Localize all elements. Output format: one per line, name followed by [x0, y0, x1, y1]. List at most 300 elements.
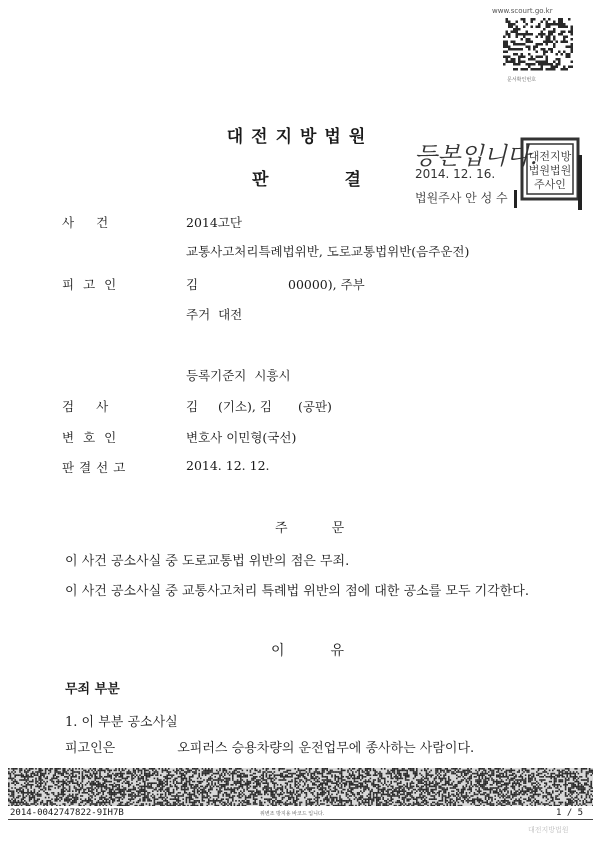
barcode-module	[35, 781, 37, 783]
barcode-module	[450, 770, 452, 772]
barcode-module	[538, 782, 540, 784]
barcode-module	[408, 794, 410, 796]
barcode-module	[323, 800, 325, 802]
qr-module	[503, 63, 506, 66]
barcode-module	[128, 795, 130, 797]
barcode-module	[322, 792, 324, 794]
barcode-module	[576, 787, 578, 789]
barcode-module	[442, 794, 444, 796]
barcode-module	[523, 792, 525, 794]
barcode-module	[189, 776, 191, 778]
barcode-module	[326, 773, 328, 775]
barcode-module	[310, 787, 312, 789]
barcode-module	[386, 784, 388, 786]
barcode-module	[285, 771, 287, 773]
barcode-module	[157, 778, 159, 780]
barcode-module	[493, 782, 495, 784]
qr-module	[568, 46, 571, 49]
barcode-module	[138, 792, 140, 794]
barcode-module	[77, 798, 79, 800]
qr-module	[538, 43, 541, 46]
barcode-module	[182, 774, 184, 776]
barcode-module	[160, 797, 162, 799]
barcode-module	[64, 768, 66, 770]
barcode-module	[160, 774, 162, 776]
barcode-module	[152, 797, 154, 799]
barcode-module	[568, 770, 570, 772]
barcode-module	[122, 786, 124, 788]
qr-module	[553, 21, 556, 24]
barcode-module	[322, 768, 324, 770]
barcode-module	[400, 773, 402, 775]
qr-module	[503, 36, 506, 39]
qr-module	[521, 43, 524, 46]
barcode-module	[554, 805, 556, 806]
barcode-module	[147, 773, 149, 775]
barcode-module	[198, 774, 200, 776]
barcode-module	[445, 797, 447, 799]
barcode-module	[285, 779, 287, 781]
barcode-module	[74, 800, 76, 802]
barcode-module	[339, 771, 341, 773]
qr-module	[571, 46, 574, 49]
barcode-module	[464, 798, 466, 800]
barcode-module	[443, 789, 445, 791]
barcode-module	[528, 787, 530, 789]
barcode-module	[29, 770, 31, 772]
barcode-module	[466, 779, 468, 781]
barcode-module	[254, 768, 256, 770]
barcode-module	[494, 795, 496, 797]
barcode-module	[189, 794, 191, 796]
barcode-module	[398, 792, 400, 794]
barcode-module	[338, 803, 340, 805]
barcode-module	[19, 768, 21, 770]
barcode-module	[107, 774, 109, 776]
barcode-module	[158, 802, 160, 804]
footer-divider	[8, 819, 593, 820]
barcode-module	[267, 789, 269, 791]
barcode-module	[106, 798, 108, 800]
barcode-module	[413, 773, 415, 775]
qr-module	[548, 36, 551, 39]
court-website-url: www.scourt.go.kr	[492, 7, 553, 15]
barcode-module	[478, 770, 480, 772]
barcode-module	[486, 781, 488, 783]
barcode-module	[584, 787, 586, 789]
barcode-module	[416, 798, 418, 800]
barcode-module	[72, 776, 74, 778]
barcode-module	[493, 774, 495, 776]
barcode-module	[322, 771, 324, 773]
barcode-module	[122, 776, 124, 778]
barcode-module	[58, 781, 60, 783]
barcode-module	[62, 779, 64, 781]
barcode-module	[525, 778, 527, 780]
barcode-module	[574, 773, 576, 775]
qr-module	[508, 23, 511, 26]
barcode-module	[162, 768, 164, 770]
barcode-module	[400, 805, 402, 806]
barcode-module	[362, 770, 364, 772]
barcode-module	[163, 805, 165, 806]
barcode-module	[96, 784, 98, 786]
barcode-module	[102, 779, 104, 781]
barcode-module	[242, 776, 244, 778]
barcode-module	[517, 782, 519, 784]
barcode-module	[139, 770, 141, 772]
qr-module	[526, 33, 529, 36]
qr-module	[523, 61, 526, 64]
qr-module	[523, 68, 526, 71]
barcode-module	[294, 805, 296, 806]
barcode-module	[91, 787, 93, 789]
barcode-module	[477, 774, 479, 776]
barcode-module	[162, 802, 164, 804]
qr-module	[511, 58, 514, 61]
qr-module	[541, 21, 544, 24]
barcode-module	[502, 805, 504, 806]
barcode-module	[562, 773, 564, 775]
barcode-module	[498, 787, 500, 789]
barcode-module	[485, 773, 487, 775]
barcode-module	[53, 803, 55, 805]
barcode-module	[571, 790, 573, 792]
barcode-module	[181, 782, 183, 784]
barcode-module	[106, 795, 108, 797]
barcode-module	[134, 794, 136, 796]
barcode-module	[21, 768, 23, 770]
defendant-label: 피고인	[62, 277, 126, 292]
barcode-module	[470, 776, 472, 778]
barcode-module	[475, 776, 477, 778]
barcode-module	[123, 789, 125, 791]
barcode-module	[118, 779, 120, 781]
barcode-module	[365, 802, 367, 804]
barcode-module	[83, 800, 85, 802]
barcode-module	[326, 778, 328, 780]
barcode-module	[37, 792, 39, 794]
barcode-module	[176, 773, 178, 775]
barcode-module	[192, 805, 194, 806]
barcode-module	[91, 776, 93, 778]
barcode-module	[78, 778, 80, 780]
barcode-module	[181, 786, 183, 788]
barcode-module	[133, 774, 135, 776]
barcode-module	[490, 797, 492, 799]
barcode-module	[93, 792, 95, 794]
barcode-module	[531, 773, 533, 775]
qr-module	[568, 31, 571, 34]
barcode-module	[293, 798, 295, 800]
barcode-module	[27, 805, 29, 806]
barcode-module	[85, 800, 87, 802]
barcode-module	[512, 797, 514, 799]
barcode-module	[389, 800, 391, 802]
barcode-module	[362, 771, 364, 773]
barcode-module	[24, 792, 26, 794]
barcode-module	[147, 782, 149, 784]
barcode-module	[171, 786, 173, 788]
barcode-module	[61, 790, 63, 792]
barcode-module	[422, 779, 424, 781]
barcode-module	[478, 778, 480, 780]
barcode-module	[237, 781, 239, 783]
barcode-module	[432, 774, 434, 776]
barcode-module	[544, 786, 546, 788]
barcode-module	[528, 797, 530, 799]
barcode-module	[458, 782, 460, 784]
barcode-module	[58, 779, 60, 781]
barcode-module	[110, 795, 112, 797]
barcode-module	[30, 784, 32, 786]
barcode-module	[386, 802, 388, 804]
qr-module	[571, 66, 574, 69]
barcode-module	[536, 784, 538, 786]
barcode-module	[59, 797, 61, 799]
barcode-module	[238, 782, 240, 784]
barcode-module	[315, 776, 317, 778]
barcode-module	[72, 768, 74, 770]
qr-module	[521, 48, 524, 51]
barcode-module	[277, 794, 279, 796]
barcode-module	[117, 792, 119, 794]
barcode-module	[165, 768, 167, 770]
barcode-module	[91, 790, 93, 792]
qr-module	[571, 38, 574, 41]
barcode-module	[90, 787, 92, 789]
barcode-module	[528, 779, 530, 781]
qr-module	[506, 56, 509, 59]
barcode-module	[123, 794, 125, 796]
barcode-module	[400, 803, 402, 805]
barcode-module	[502, 768, 504, 770]
barcode-module	[101, 776, 103, 778]
barcode-module	[456, 797, 458, 799]
barcode-module	[416, 802, 418, 804]
barcode-module	[294, 782, 296, 784]
barcode-module	[547, 776, 549, 778]
barcode-module	[304, 773, 306, 775]
barcode-module	[581, 776, 583, 778]
barcode-module	[318, 771, 320, 773]
barcode-module	[592, 795, 593, 797]
barcode-module	[227, 800, 229, 802]
barcode-module	[22, 786, 24, 788]
barcode-module	[8, 798, 10, 800]
barcode-module	[200, 789, 202, 791]
barcode-module	[67, 776, 69, 778]
barcode-module	[245, 798, 247, 800]
barcode-module	[40, 794, 42, 796]
barcode-module	[170, 778, 172, 780]
barcode-module	[261, 797, 263, 799]
barcode-module	[331, 781, 333, 783]
barcode-module	[326, 781, 328, 783]
barcode-module	[166, 778, 168, 780]
barcode-module	[402, 790, 404, 792]
barcode-module	[56, 795, 58, 797]
barcode-module	[187, 789, 189, 791]
barcode-module	[227, 794, 229, 796]
barcode-module	[91, 795, 93, 797]
barcode-module	[347, 800, 349, 802]
barcode-module	[466, 794, 468, 796]
barcode-module	[464, 797, 466, 799]
barcode-module	[259, 782, 261, 784]
barcode-module	[419, 790, 421, 792]
qr-module	[531, 63, 534, 66]
barcode-module	[88, 798, 90, 800]
barcode-module	[570, 803, 572, 805]
barcode-module	[550, 800, 552, 802]
barcode-module	[190, 802, 192, 804]
barcode-module	[312, 782, 314, 784]
barcode-module	[227, 798, 229, 800]
barcode-module	[318, 778, 320, 780]
barcode-module	[210, 770, 212, 772]
barcode-module	[104, 782, 106, 784]
barcode-module	[150, 768, 152, 770]
order-line-1: 이 사건 공소사실 중 도로교통법 위반의 점은 무죄.	[65, 554, 350, 569]
barcode-module	[461, 792, 463, 794]
barcode-module	[338, 792, 340, 794]
barcode-module	[386, 805, 388, 806]
barcode-module	[461, 794, 463, 796]
barcode-module	[35, 802, 37, 804]
barcode-module	[37, 773, 39, 775]
barcode-module	[350, 790, 352, 792]
barcode-module	[491, 779, 493, 781]
barcode-module	[453, 800, 455, 802]
barcode-module	[144, 784, 146, 786]
barcode-module	[264, 802, 266, 804]
barcode-module	[552, 797, 554, 799]
barcode-module	[248, 790, 250, 792]
barcode-module	[318, 805, 320, 806]
qr-module	[546, 68, 549, 71]
barcode-module	[264, 771, 266, 773]
barcode-module	[147, 797, 149, 799]
barcode-module	[390, 770, 392, 772]
barcode-module	[218, 782, 220, 784]
barcode-module	[222, 798, 224, 800]
barcode-module	[469, 786, 471, 788]
barcode-module	[376, 797, 378, 799]
barcode-module	[350, 792, 352, 794]
barcode-module	[83, 778, 85, 780]
barcode-module	[26, 792, 28, 794]
barcode-module	[54, 784, 56, 786]
barcode-module	[61, 798, 63, 800]
barcode-module	[373, 794, 375, 796]
barcode-module	[274, 790, 276, 792]
barcode-module	[312, 792, 314, 794]
barcode-module	[227, 795, 229, 797]
barcode-module	[498, 795, 500, 797]
barcode-module	[58, 768, 60, 770]
barcode-module	[152, 768, 154, 770]
barcode-module	[355, 771, 357, 773]
barcode-module	[190, 797, 192, 799]
barcode-module	[440, 779, 442, 781]
barcode-module	[122, 774, 124, 776]
barcode-module	[541, 781, 543, 783]
barcode-module	[398, 802, 400, 804]
barcode-module	[402, 768, 404, 770]
barcode-module	[286, 805, 288, 806]
barcode-module	[517, 779, 519, 781]
barcode-module	[557, 805, 559, 806]
barcode-module	[248, 797, 250, 799]
barcode-module	[314, 778, 316, 780]
barcode-module	[82, 781, 84, 783]
qr-module	[518, 63, 521, 66]
document-type-char-2: 결	[344, 170, 361, 190]
barcode-module	[387, 773, 389, 775]
barcode-module	[381, 768, 383, 770]
barcode-module	[467, 770, 469, 772]
barcode-module	[411, 795, 413, 797]
barcode-module	[13, 800, 15, 802]
barcode-module	[546, 784, 548, 786]
barcode-module	[142, 797, 144, 799]
barcode-module	[210, 792, 212, 794]
barcode-module	[406, 786, 408, 788]
barcode-module	[400, 782, 402, 784]
barcode-module	[114, 794, 116, 796]
barcode-module	[539, 787, 541, 789]
barcode-module	[168, 802, 170, 804]
barcode-module	[507, 784, 509, 786]
barcode-module	[490, 770, 492, 772]
barcode-module	[336, 794, 338, 796]
barcode-module	[571, 794, 573, 796]
qr-module	[506, 43, 509, 46]
barcode-module	[70, 779, 72, 781]
barcode-module	[253, 782, 255, 784]
barcode-module	[77, 797, 79, 799]
barcode-module	[549, 781, 551, 783]
barcode-module	[131, 794, 133, 796]
barcode-module	[128, 773, 130, 775]
barcode-module	[322, 789, 324, 791]
barcode-module	[472, 800, 474, 802]
barcode-module	[194, 781, 196, 783]
barcode-module	[187, 787, 189, 789]
barcode-module	[203, 773, 205, 775]
barcode-module	[211, 770, 213, 772]
barcode-module	[282, 773, 284, 775]
barcode-module	[251, 779, 253, 781]
barcode-module	[210, 789, 212, 791]
barcode-module	[443, 787, 445, 789]
barcode-module	[192, 774, 194, 776]
barcode-module	[182, 794, 184, 796]
barcode-module	[382, 805, 384, 806]
barcode-module	[502, 797, 504, 799]
barcode-module	[550, 787, 552, 789]
barcode-module	[214, 803, 216, 805]
barcode-module	[112, 784, 114, 786]
barcode-module	[176, 789, 178, 791]
barcode-module	[339, 802, 341, 804]
barcode-module	[29, 800, 31, 802]
barcode-module	[373, 770, 375, 772]
qr-module	[533, 18, 536, 21]
barcode-module	[504, 787, 506, 789]
barcode-module	[174, 784, 176, 786]
